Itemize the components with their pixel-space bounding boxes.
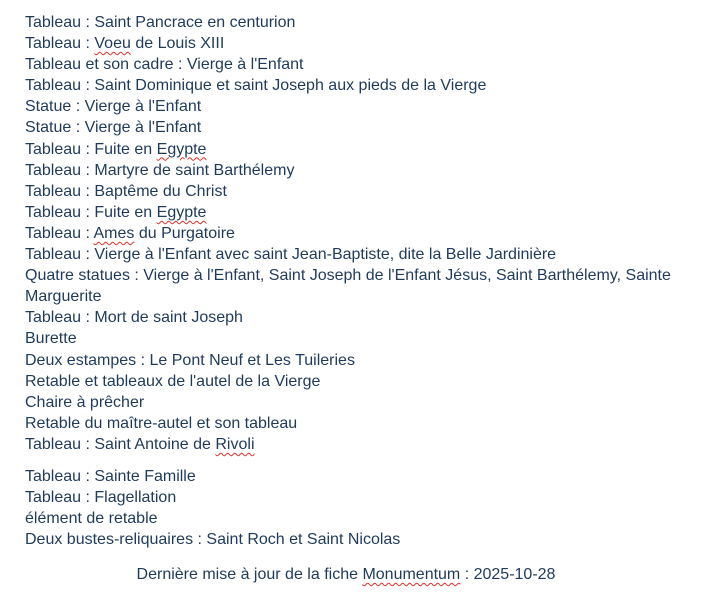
list-item-text: Retable du maître-autel et son tableau [25, 414, 298, 432]
list-item [25, 75, 685, 96]
footer-date: 2025-10-28 [473, 566, 556, 583]
list-item-text: Tableau : Sainte Famille [25, 467, 196, 485]
list-item [25, 371, 685, 392]
spellcheck-word: Ames [93, 224, 135, 242]
list-item-text: Tableau : [25, 224, 94, 242]
list-item-text: Statue : Vierge à l'Enfant [25, 98, 202, 116]
list-item-text: Chaire à prêcher [25, 393, 145, 411]
list-item [25, 181, 685, 202]
list-item-text: Statue : Vierge à l'Enfant [25, 119, 202, 137]
list-item-text: Tableau : Fuite en [25, 140, 157, 158]
spellcheck-word: Rivoli [215, 435, 255, 453]
list-item [25, 139, 685, 160]
list-item [25, 413, 685, 434]
list-item-text: Tableau : [25, 35, 95, 53]
list-item-text: Tableau : Saint Dominique et saint Joseph aux pieds de la Vierge [25, 77, 487, 95]
spellcheck-word: Egypte [156, 203, 207, 221]
list-item-text: Tableau et son cadre : Vierge à l'Enfant [25, 56, 304, 74]
list-item [25, 487, 685, 508]
list-item-text: Tableau : Saint Antoine de [25, 435, 216, 453]
list-item [25, 350, 685, 371]
list-item-text: Tableau : Saint Pancrace en centurion [25, 14, 296, 31]
list-item-text: Tableau : Mort de saint Joseph [25, 309, 243, 327]
last-update-footer [0, 564, 692, 585]
footer-brand: Monumentum [362, 566, 461, 583]
list-item [25, 529, 685, 550]
list-item [25, 117, 685, 138]
list-item-text: Quatre statues : Vierge à l'Enfant, Saint Joseph de l'Enfant Jésus, Saint Barthélemy, Sainte Marguerite [25, 267, 671, 306]
spellcheck-word: Voeu [94, 35, 131, 53]
item-list-group-2 [25, 466, 685, 550]
list-item-text: Tableau : Fuite en [25, 203, 157, 221]
list-item [25, 223, 685, 244]
list-item [25, 328, 685, 349]
list-item [25, 202, 685, 223]
list-item-text: Tableau : Baptême du Christ [25, 182, 227, 200]
list-item [25, 54, 685, 75]
list-item [25, 307, 685, 328]
list-item [25, 160, 685, 181]
list-item [25, 12, 685, 33]
list-item [25, 33, 685, 54]
list-item-text: Burette [25, 330, 77, 348]
list-item-text: Tableau : Flagellation [25, 489, 177, 507]
footer-prefix: Dernière mise à jour de la fiche [136, 566, 363, 583]
list-item-text: élément de retable [25, 510, 158, 528]
list-item-text: Tableau : Vierge à l'Enfant avec saint Jean-Baptiste, dite la Belle Jardinière [25, 246, 557, 264]
list-item [25, 244, 685, 265]
document-body [25, 12, 685, 550]
spellcheck-word: Egypte [156, 140, 207, 158]
list-item-text: Deux estampes : Le Pont Neuf et Les Tuileries [25, 351, 355, 369]
list-item-text: du Purgatoire [134, 224, 235, 242]
list-item-text: Tableau : Martyre de saint Barthélemy [25, 161, 295, 179]
list-item [25, 96, 685, 117]
list-item [25, 508, 685, 529]
footer-separator: : [460, 566, 474, 583]
list-item-text: Retable et tableaux de l'autel de la Vierge [25, 372, 321, 390]
list-item-text: de Louis XIII [130, 35, 225, 53]
list-spacer [25, 455, 685, 466]
item-list-group-1 [25, 12, 685, 455]
list-item-text: Deux bustes-reliquaires : Saint Roch et Saint Nicolas [25, 531, 401, 549]
list-item [25, 466, 685, 487]
list-item [25, 265, 685, 307]
list-item [25, 434, 685, 455]
list-item [25, 392, 685, 413]
